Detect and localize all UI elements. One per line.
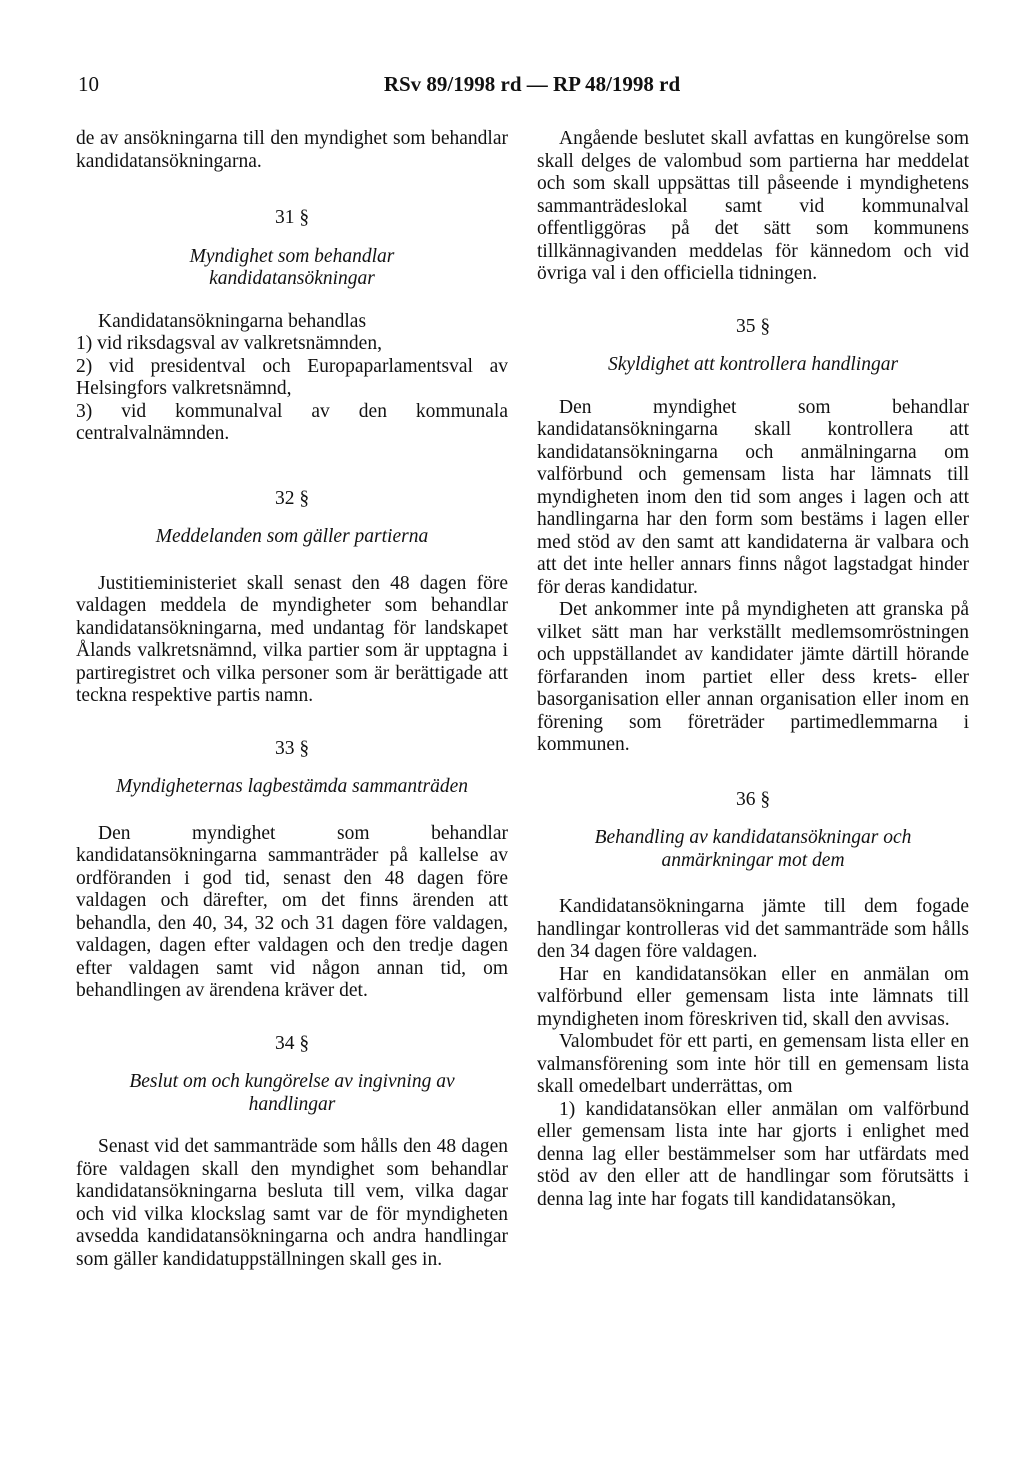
page-number: 10: [78, 72, 99, 96]
section-35-paragraph-1: Den myndighet som behandlar kandidatansökningarna skall kontrollera att kandidatansökningarna och anmälningarna om valförbund och gemensam lista har lämnats till myndigheten inom den tid som anges i lagen och att handlingarna har den form som bestäms i lagen eller med stöd av den samt att kandidaterna är valbara och att det inte heller annars finns något lagstadgat hinder för deras kandidatur.: [537, 396, 969, 598]
section-32-number: 32 §: [274, 487, 310, 509]
section-36-number: 36 §: [735, 788, 771, 810]
section-32-text: Justitieministeriet skall senast den 48 dagen före valdagen meddela de myndigheter som behandlar kandidatansökningarna, med undantag för landskapet Ålands valkretsnämnd, vilka partier som är upptagna i partiregistret och vilka personer som är berättigade att teckna respektive partis namn.: [76, 572, 508, 706]
section-34-number: 34 §: [274, 1032, 310, 1054]
section-31-lead: Kandidatansökningarna behandlas: [98, 310, 367, 332]
intro-paragraph: de av ansökningarna till den myndighet som behandlar kandidatansökningarna.: [76, 128, 508, 172]
right-column: [537, 128, 969, 1211]
section-33-number: 33 §: [274, 737, 310, 759]
section-36-paragraph-3: Valombudet för ett parti, en gemensam lista eller en valmansförening som inte hör till en gemensam lista skall omedelbart underrättas, om: [537, 1031, 969, 1097]
section-35-number: 35 §: [735, 315, 771, 337]
section-34-continuation: Angående beslutet skall avfattas en kungörelse som skall delges de valombud som partierna har meddelat och som skall uppsättas till påseende i myndighetens sammanträdeslokal samt vid kommunalval offentliggöras på det sätt som kommunens tillkännagivanden meddelas för kännedom och vid övriga val i den officiella tidningen.: [537, 128, 969, 284]
section-31-item-2: 2) vid presidentval och Europaparlamentsval av Helsingfors valkretsnämnd,: [76, 355, 508, 399]
running-header: [0, 72, 1024, 97]
section-36-title: Behandling av kandidatansökningar och anmärkningar mot dem: [594, 827, 912, 871]
left-column: [76, 128, 508, 1271]
section-31-title: Myndighet som behandlar kandidatansökningar: [189, 245, 395, 289]
section-36-paragraph-4: 1) kandidatansökan eller anmälan om valförbund eller gemensam lista inte har gjorts i enlighet med denna lag eller bestämmelser som har utfärdats med stöd av den eller att de handlingar som förutsätts i denna lag inte har fogats till kandidatansökan,: [537, 1098, 969, 1210]
section-34-text: Senast vid det sammanträde som hålls den 48 dagen före valdagen skall den myndighet som behandlar kandidatansökningarna besluta till vem, vilka dagar och vid vilka klockslag samt var de för myndigheten avsedda kandidatansökningarna och andra handlingar som gäller kandidatuppställningen skall ges in.: [76, 1136, 508, 1270]
section-36-paragraph-2: Har en kandidatansökan eller en anmälan om valförbund eller gemensam lista inte lämnats till myndigheten inom föreskriven tid, skall den avvisas.: [537, 963, 969, 1030]
section-36-paragraph-1: Kandidatansökningarna jämte till dem fogade handlingar kontrolleras vid det sammanträde som hålls den 34 dagen före valdagen.: [537, 896, 969, 962]
section-35-title: Skyldighet att kontrollera handlingar: [607, 354, 899, 375]
section-31-item-3: 3) vid kommunalval av den kommunala centralvalnämnden.: [76, 400, 508, 444]
section-33-title: Myndigheternas lagbestämda sammanträden: [115, 776, 469, 797]
header-title-text: RSv 89/1998 rd — RP 48/1998 rd: [383, 72, 681, 96]
section-31-number: 31 §: [274, 207, 310, 228]
section-33-text: Den myndighet som behandlar kandidatansökningarna sammanträder på kallelse av ordföranden i god tid, senast den 48 dagen före valdagen och därefter, om det finns ärenden att behandla, den 40, 34, 32 och 31 dagen före valdagen, valdagen, dagen efter valdagen och den tredje dagen efter valdagen samt vid någon annan tid, om behandlingen av ärendena kräver det.: [76, 822, 508, 1001]
section-34-title: Beslut om och kungörelse av ingivning av handlingar: [129, 1071, 455, 1115]
section-32-title: Meddelanden som gäller partierna: [155, 526, 429, 547]
section-35-paragraph-2: Det ankommer inte på myndigheten att granska på vilket sätt man har verkställt medlemsomröstningen och uppställandet av kandidater jämte därtill hörande förfaranden inom partiet eller dess krets- eller basorganisation eller annan organisation eller inom en förening som företräder partimedlemmarna i kommunen.: [537, 599, 969, 755]
section-31-item-1: 1) vid riksdagsval av valkretsnämnden,: [76, 333, 382, 354]
